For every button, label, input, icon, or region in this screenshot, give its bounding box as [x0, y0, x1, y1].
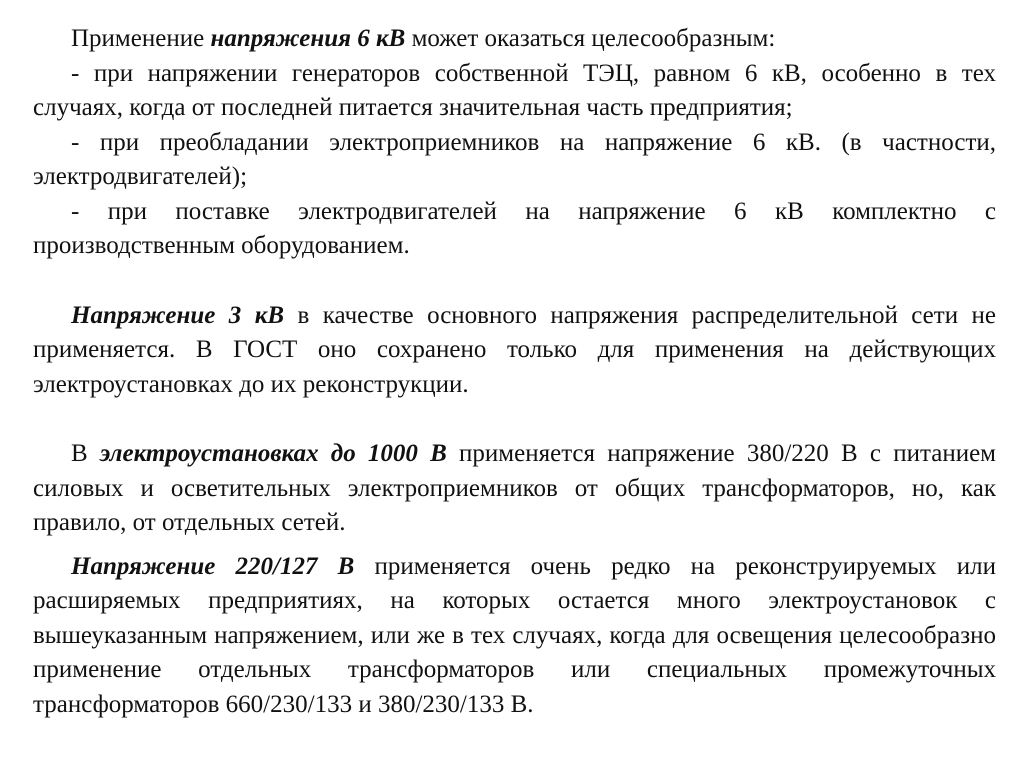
term-3kv: Напряжение 3 кВ — [71, 301, 285, 329]
list-item-receivers: - при преобладании электроприемников на напряжение 6 кВ. (в частности, электродвигателей); — [33, 128, 996, 190]
paragraph-6kv-intro-rest: может оказаться целесообразным: — [405, 25, 776, 52]
paragraph-220-127v-rest: применяется очень редко на реконструируемых или расширяемых предприятиях, на которых остается много электроустановок с вышеуказанным напряжением, или же в тех случаях, когда для освещения целесообразно применение отдельных трансформаторов или специальных промежуточных трансформаторов 660/230/133 и 380/230/133 В. — [33, 552, 997, 718]
list-item-motors: - при поставке электродвигателей на напряжение 6 кВ комплектно с производственным оборудованием. — [33, 197, 996, 259]
term-220-127v: Напряжение 220/127 В — [71, 552, 355, 580]
paragraph-1000v-lead: В — [71, 440, 100, 467]
paragraph-220-127v — [33, 550, 996, 723]
paragraph-1000v — [33, 437, 996, 541]
term-6kv: напряжения 6 кВ — [210, 25, 406, 52]
paragraph-6kv-intro — [33, 22, 996, 57]
paragraph-6kv-intro-lead: Применение — [71, 25, 211, 52]
paragraph-3kv — [33, 299, 996, 403]
term-1000v: электроустановках до 1000 В — [99, 440, 447, 467]
document-body — [33, 22, 996, 722]
paragraph-1000v-rest: применяется напряжение 380/220 В с питанием силовых и осветительных электроприемников от общих трансформаторов, но, как правило, от отдельных сетей. — [33, 440, 996, 536]
list-item-generators: - при напряжении генераторов собственной ТЭЦ, равном 6 кВ, особенно в тех случаях, когда от последней питается значительная часть предприятия; — [33, 59, 996, 121]
paragraph-3kv-rest: в качестве основного напряжения распределительной сети не применяется. В ГОСТ оно сохранено только для применения на действующих электроустановках до их реконструкции. — [33, 301, 996, 398]
